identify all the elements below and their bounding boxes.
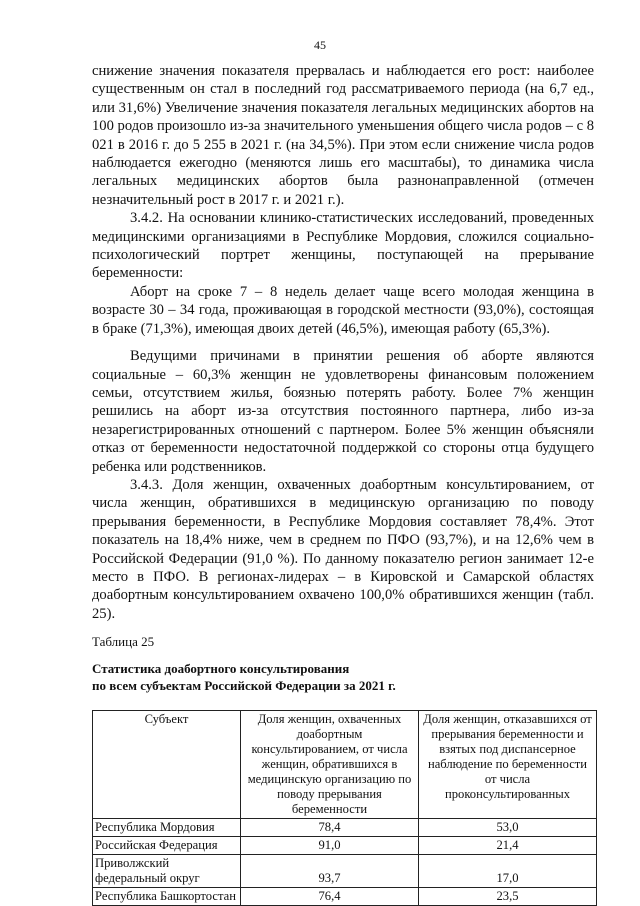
statistics-table [92,710,597,906]
table-title-line-1: Статистика доабортного консультирования [92,660,350,676]
table-row [93,887,597,905]
page-number: 45 [314,38,326,52]
row-consulted: 76,4 [241,887,419,905]
header-subject: Субъект [93,710,241,818]
table-row [93,836,597,854]
table-header-row [93,710,597,818]
document-body [92,62,594,906]
header-share-refused: Доля женщин, отказавшихся от прерывания беременности и взятых под диспансерное наблюдение по беременности от числа проконсультированных [419,710,597,818]
row-subject: Приволжский федеральный округ [93,854,241,887]
table-row [93,854,597,887]
row-consulted: 91,0 [241,836,419,854]
paragraph-portrait: Аборт на сроке 7 – 8 недель делает чаще всего молодая женщина в возрасте 30 – 34 года, проживающая в городской местности (93,0%), состоящая в браке (71,3%), имеющая двоих детей (46,5%), имеющая работу (65,3%). [92,283,594,337]
row-consulted: 93,7 [241,854,419,887]
row-refused: 17,0 [419,854,597,887]
table-title [92,660,594,694]
header-share-consulted: Доля женщин, охваченных доабортным консультированием, от числа женщин, обратившихся в медицинскую организацию по поводу прерывания беременности [241,710,419,818]
row-subject: Республика Башкортостан [93,887,241,905]
row-refused: 21,4 [419,836,597,854]
row-subject: Республика Мордовия [93,818,241,836]
paragraph-reasons: Ведущими причинами в принятии решения об аборте являются социальные – 60,3% женщин не удовлетворены финансовым положением семьи, отсутствием жилья, боязнью потерять работу. Более 7% женщин решились на аборт из-за отсутствия постоянного партнера, либо из-за незарегистрированных отношений с партнером. Более 5% женщин объясняли отказ от беременности недостаточной поддержкой со стороны отца будущего ребенка или родственников. [92,348,594,475]
table-title-line-2: по всем субъектам Российской Федерации за 2021 г. [92,677,396,693]
paragraph-3-4-3: 3.4.3. Доля женщин, охваченных доабортным консультированием, от числа женщин, обратившихся в медицинскую организацию по поводу прерывания беременности, в Республике Мордовия составляет 78,4%. Этот показатель на 18,4% ниже, чем в среднем по ПФО (93,7%), и на 12,6% чем в Российской Федерации (91,0 %). По данному показателю регион занимает 12-е место в ПФО. В регионах-лидерах – в Кировской и Самарской областях доабортным консультированием охвачено 100,0% обратившихся женщин (табл. 25). [92,476,594,622]
paragraph-3-4-2: 3.4.2. На основании клинико-статистических исследований, проведенных медицинскими организациями в Республике Мордовия, сложился социально-психологический портрет женщины, поступающей на прерывание беременности: [92,210,594,282]
row-consulted: 78,4 [241,818,419,836]
row-refused: 23,5 [419,887,597,905]
table-label: Таблица 25 [92,634,155,650]
table-row [93,818,597,836]
row-refused: 53,0 [419,818,597,836]
paragraph-continuation: снижение значения показателя прервалась и наблюдается его рост: наиболее существенным он стал в последний год рассматриваемого периода (на 6,7 ед., или 31,6%) Увеличение значения показателя легальных медицинских абортов на 100 родов произошло из-за значительного уменьшения общего числа родов – с 8 021 в 2016 г. до 5 255 в 2021 г. (на 34,5%). При этом если снижение числа родов наблюдается ежегодно (меняются лишь его масштабы), то динамика числа легальных медицинских абортов была разнонаправленной (отмечен незначительный рост в 2017 г. и 2021 г.). [92,63,594,208]
row-subject: Российская Федерация [93,836,241,854]
